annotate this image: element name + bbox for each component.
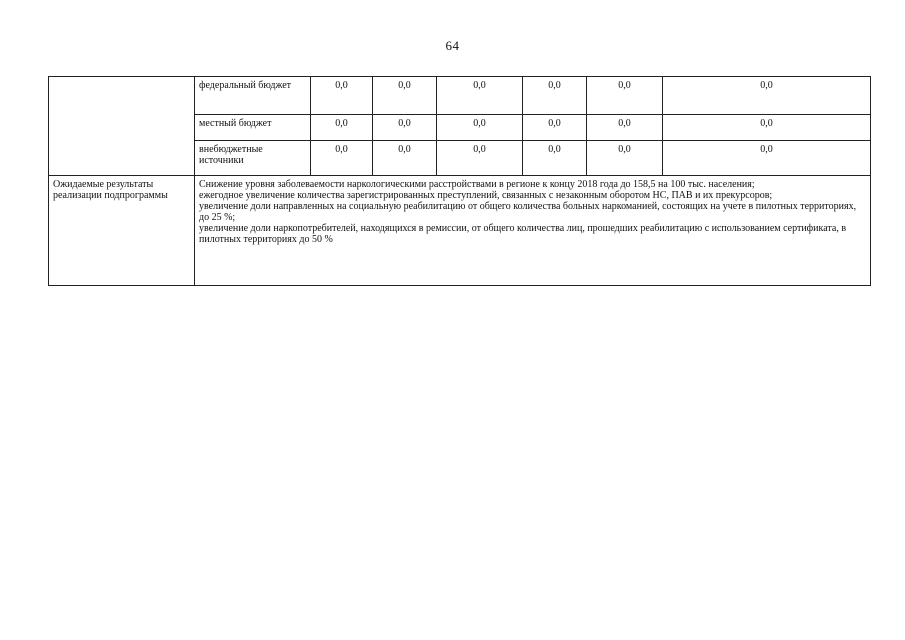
- funding-value: 0,0: [587, 77, 663, 115]
- expected-results-row: [49, 176, 871, 286]
- expected-result-item: ежегодное увеличение количества зарегистрированных преступлений, связанных с незаконным оборотом НС, ПАВ и их прекурсоров;: [199, 190, 773, 201]
- expected-result-item: увеличение доли наркопотребителей, находящихся в ремиссии, от общего количества лиц, прошедших реабилитацию с использованием сертификата, в пилотных территориях до 50 %: [199, 223, 847, 245]
- funding-value: 0,0: [373, 115, 437, 141]
- funding-value: 0,0: [523, 77, 587, 115]
- funding-row-federal: [49, 77, 871, 115]
- funding-value: 0,0: [311, 77, 373, 115]
- funding-value: 0,0: [437, 141, 523, 176]
- funding-source-label: местный бюджет: [195, 115, 311, 141]
- funding-value: 0,0: [311, 141, 373, 176]
- expected-result-item: увеличение доли направленных на социальную реабилитацию от общего количества больных наркоманией, состоящих на учете в пилотных территориях, до 25 %;: [199, 201, 857, 223]
- funding-value: 0,0: [663, 77, 871, 115]
- funding-source-label: федеральный бюджет: [195, 77, 311, 115]
- page-number: 64: [445, 38, 460, 53]
- funding-value: 0,0: [663, 115, 871, 141]
- funding-value: 0,0: [311, 115, 373, 141]
- funding-value: 0,0: [523, 141, 587, 176]
- funding-value: 0,0: [587, 141, 663, 176]
- funding-source-label: внебюджетные источники: [195, 141, 311, 176]
- expected-results-label: Ожидаемые результаты реализации подпрограммы: [49, 176, 195, 286]
- expected-result-item: Снижение уровня заболеваемости наркологическими расстройствами в регионе к концу 2018 года до 158,5 на 100 тыс. населения;: [199, 179, 755, 190]
- funding-value: 0,0: [373, 77, 437, 115]
- expected-results-text: [195, 176, 871, 286]
- funding-value: 0,0: [373, 141, 437, 176]
- funding-value: 0,0: [437, 115, 523, 141]
- subprogram-table: [48, 76, 871, 286]
- funding-value: 0,0: [523, 115, 587, 141]
- funding-value: 0,0: [587, 115, 663, 141]
- empty-label-cell: [49, 77, 195, 176]
- funding-value: 0,0: [437, 77, 523, 115]
- funding-value: 0,0: [663, 141, 871, 176]
